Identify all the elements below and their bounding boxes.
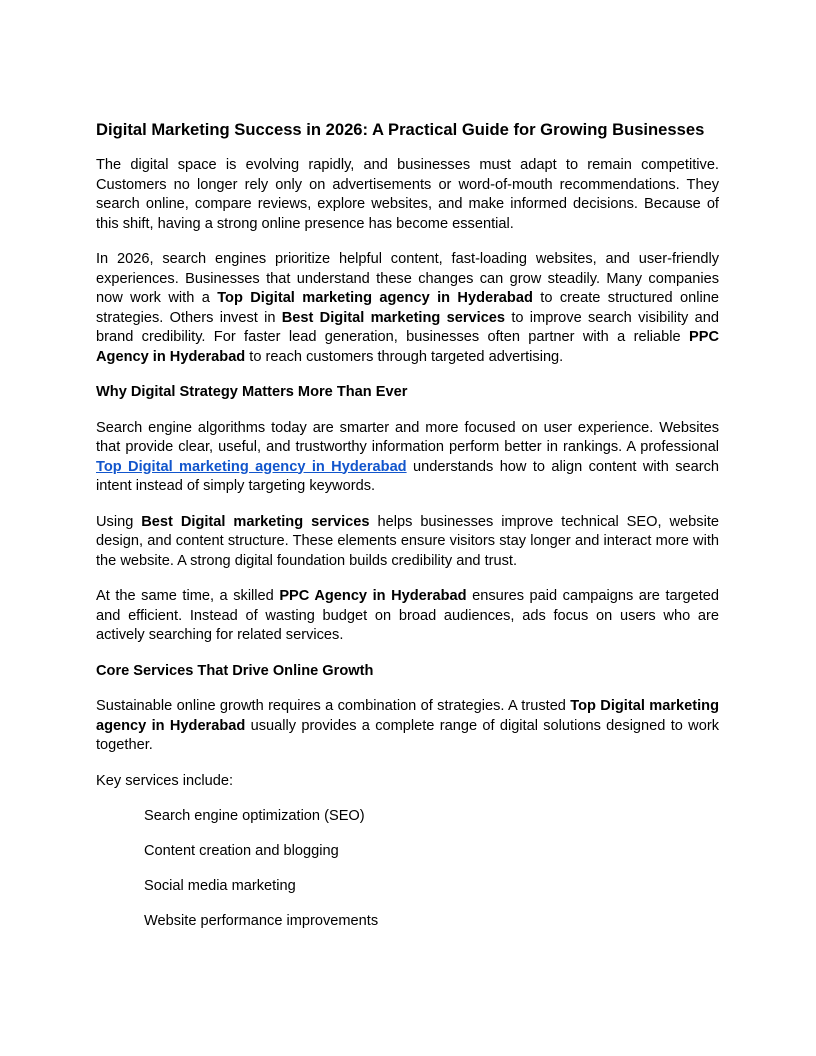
- intro-p2-bold-agency: Top Digital marketing agency in Hyderabad: [217, 290, 533, 306]
- section2-heading: Core Services That Drive Online Growth: [96, 662, 374, 679]
- section1-p3-text-c: ensures paid campaigns are targeted and efficient. Instead of wasting budget on broad audiences, ads focus on users who are actively searching for related services.: [96, 588, 719, 643]
- agency-link[interactable]: Top Digital marketing agency in Hyderabad: [96, 458, 407, 475]
- intro-p2-text-g: to reach customers through targeted advertising.: [245, 348, 564, 365]
- document-title: Digital Marketing Success in 2026: A Practical Guide for Growing Businesses: [96, 120, 705, 139]
- list-item: Content creation and blogging: [144, 843, 339, 859]
- section2-p1-bold-agency: Top Digital marketing agency in Hyderabad: [96, 698, 719, 734]
- section1-paragraph-2: [96, 513, 719, 572]
- section1-p1-text-a: Search engine algorithms today are smarter and more focused on user experience. Websites that provide clear, useful, and trustworthy information perform better in rankings. A professional: [96, 419, 719, 455]
- section2-p1-text-c: usually provides a complete range of digital solutions designed to work together.: [96, 717, 719, 753]
- services-list: [96, 807, 719, 932]
- document-page: [96, 118, 719, 947]
- list-item: Website performance improvements: [144, 913, 379, 929]
- intro-p2-bold-ppc: PPC Agency in Hyderabad: [96, 329, 719, 365]
- intro-p2-bold-services: Best Digital marketing services: [281, 309, 506, 326]
- section1-p3-bold-ppc: PPC Agency in Hyderabad: [279, 588, 467, 604]
- section1-p2-bold-services: Best Digital marketing services: [141, 513, 370, 530]
- intro-p2-text-e: to improve search visibility and brand credibility. For faster lead generation, businesses often partner with a reliable: [96, 309, 719, 345]
- intro-paragraph-2: [96, 250, 719, 367]
- list-item: Social media marketing: [144, 878, 296, 894]
- section1-p3-text-a: At the same time, a skilled: [96, 588, 280, 604]
- section1-p1-text-b: understands how to align content with search intent instead of simply targeting keywords.: [96, 458, 720, 494]
- intro-p2-text-c: to create structured online strategies. Others invest in: [96, 290, 720, 326]
- section1-p2-text-a: Using: [96, 513, 142, 530]
- intro-paragraph-1: The digital space is evolving rapidly, and businesses must adapt to remain competitive. Customers no longer rely only on advertisements or word-of-mouth recommendations. They search online, compare reviews, explore websites, and make informed decisions. Because of this shift, having a strong online presence has become essential.: [96, 157, 719, 232]
- section1-paragraph-1: [96, 419, 719, 497]
- list-item: Search engine optimization (SEO): [144, 808, 365, 824]
- section2-p1-text-a: Sustainable online growth requires a combination of strategies. A trusted: [96, 698, 571, 714]
- services-list-intro: Key services include:: [96, 772, 234, 789]
- section1-paragraph-3: [96, 587, 719, 646]
- section2-paragraph-1: [96, 697, 719, 756]
- section1-heading: Why Digital Strategy Matters More Than Ever: [96, 384, 408, 400]
- intro-p2-text-a: In 2026, search engines prioritize helpful content, fast-loading websites, and user-friendly experiences. Businesses that understand these changes can grow steadily. Many companies now work with a: [96, 251, 719, 306]
- section1-p2-text-c: helps businesses improve technical SEO, website design, and content structure. These elements ensure visitors stay longer and interact more with the website. A strong digital foundation builds credibility and trust.: [96, 513, 719, 569]
